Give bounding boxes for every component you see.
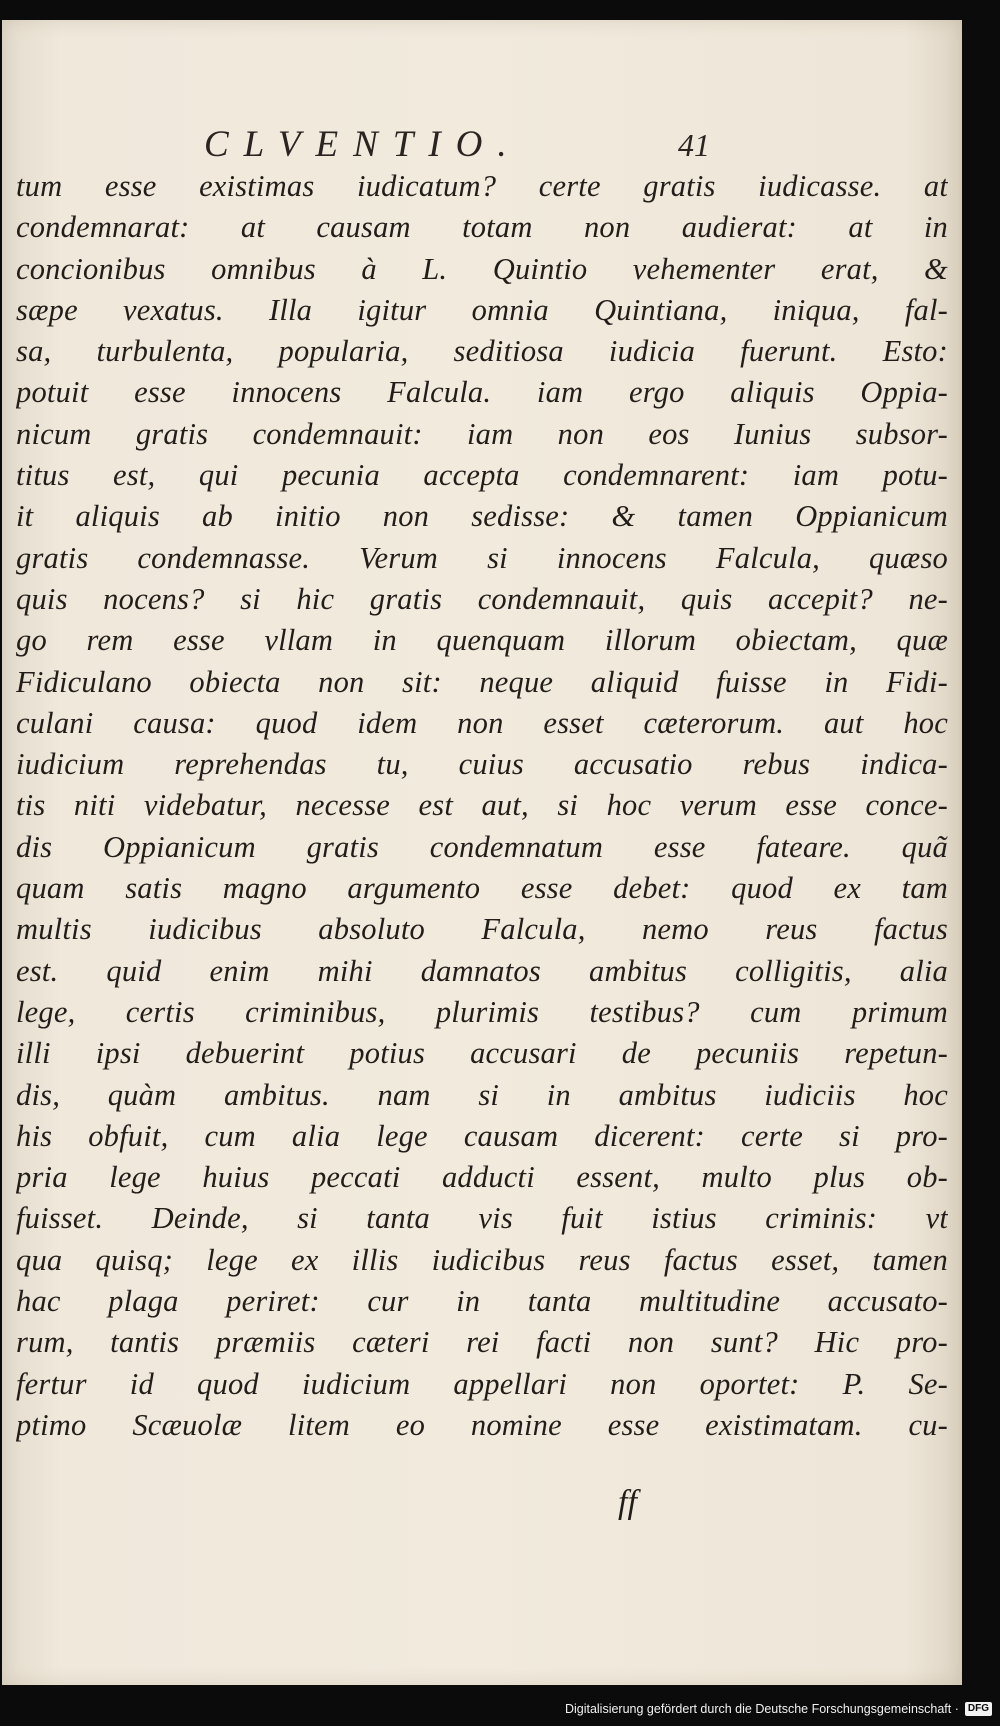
text-line: titus est, qui pecunia accepta condemnarent: iam potu- [16,458,948,493]
text-line: dis, quàm ambitus. nam si in ambitus iudiciis hoc [16,1077,948,1112]
dfg-logo: DFG [965,1702,992,1716]
catchword: ff [618,1484,637,1521]
text-line: culani causa: quod idem non esset cæterorum. aut hoc [16,705,948,740]
text-line: potuit esse innocens Falcula. iam ergo aliquis Oppia- [16,375,948,410]
text-line: iudicium reprehendas tu, cuius accusatio rebus indica- [16,747,948,782]
text-line: illi ipsi debuerint potius accusari de pecuniis repetun- [16,1036,948,1071]
text-line: dis Oppianicum gratis condemnatum esse fateare. quã [16,829,948,864]
text-line: hac plaga periret: cur in tanta multitudine accusato- [16,1284,948,1319]
text-line: quam satis magno argumento esse debet: quod ex tam [16,871,948,906]
text-line: condemnarat: at causam totam non audierat: at in [16,210,948,245]
body-text [16,166,948,1446]
text-line: nicum gratis condemnauit: iam non eos Iunius subsor- [16,416,948,451]
text-line: sæpe vexatus. Illa igitur omnia Quintiana, iniqua, fal- [16,292,948,327]
text-line: rum, tantis præmiis cæteri rei facti non sunt? Hic pro- [16,1325,948,1360]
text-line: Fidiculano obiecta non sit: neque aliquid fuisse in Fidi- [16,664,948,699]
text-line: qua quisq; lege ex illis iudicibus reus factus esset, tamen [16,1242,948,1277]
book-page [2,20,962,1685]
text-line: lege, certis criminibus, plurimis testibus? cum primum [16,994,948,1029]
text-line: gratis condemnasse. Verum si innocens Falcula, quæso [16,540,948,575]
text-line: it aliquis ab initio non sedisse: & tamen Oppianicum [16,499,948,534]
text-line: go rem esse vllam in quenquam illorum obiectam, quæ [16,623,948,658]
text-line: quis nocens? si hic gratis condemnauit, quis accepit? ne- [16,581,948,616]
footer-credit: Digitalisierung gefördert durch die Deutsche Forschungsgemeinschaft · [564,1702,959,1716]
text-line: his obfuit, cum alia lege causam dicerent: certe si pro- [16,1118,948,1153]
digitization-footer [565,1700,992,1718]
running-title: CLVENTIO. [204,124,522,165]
text-line: tum esse existimas iudicatum? certe gratis iudicasse. at [16,169,948,203]
text-line: concionibus omnibus à L. Quintio vehementer erat, & [16,251,948,286]
page-number: 41 [678,127,710,163]
text-line: tis niti videbatur, necesse est aut, si hoc verum esse conce- [16,788,948,823]
text-line: sa, turbulenta, popularia, seditiosa iudicia fuerunt. Esto: [16,334,948,369]
text-line: multis iudicibus absoluto Falcula, nemo reus factus [16,912,948,947]
text-line: est. quid enim mihi damnatos ambitus colligitis, alia [16,953,948,988]
text-line: fertur id quod iudicium appellari non oportet: P. Se- [16,1366,948,1401]
text-line: pria lege huius peccati adducti essent, multo plus ob- [16,1160,948,1195]
text-line: fuisset. Deinde, si tanta vis fuit istius criminis: vt [16,1201,948,1236]
text-line: ptimo Scæuolæ litem eo nomine esse existimatam. cu- [16,1407,948,1442]
